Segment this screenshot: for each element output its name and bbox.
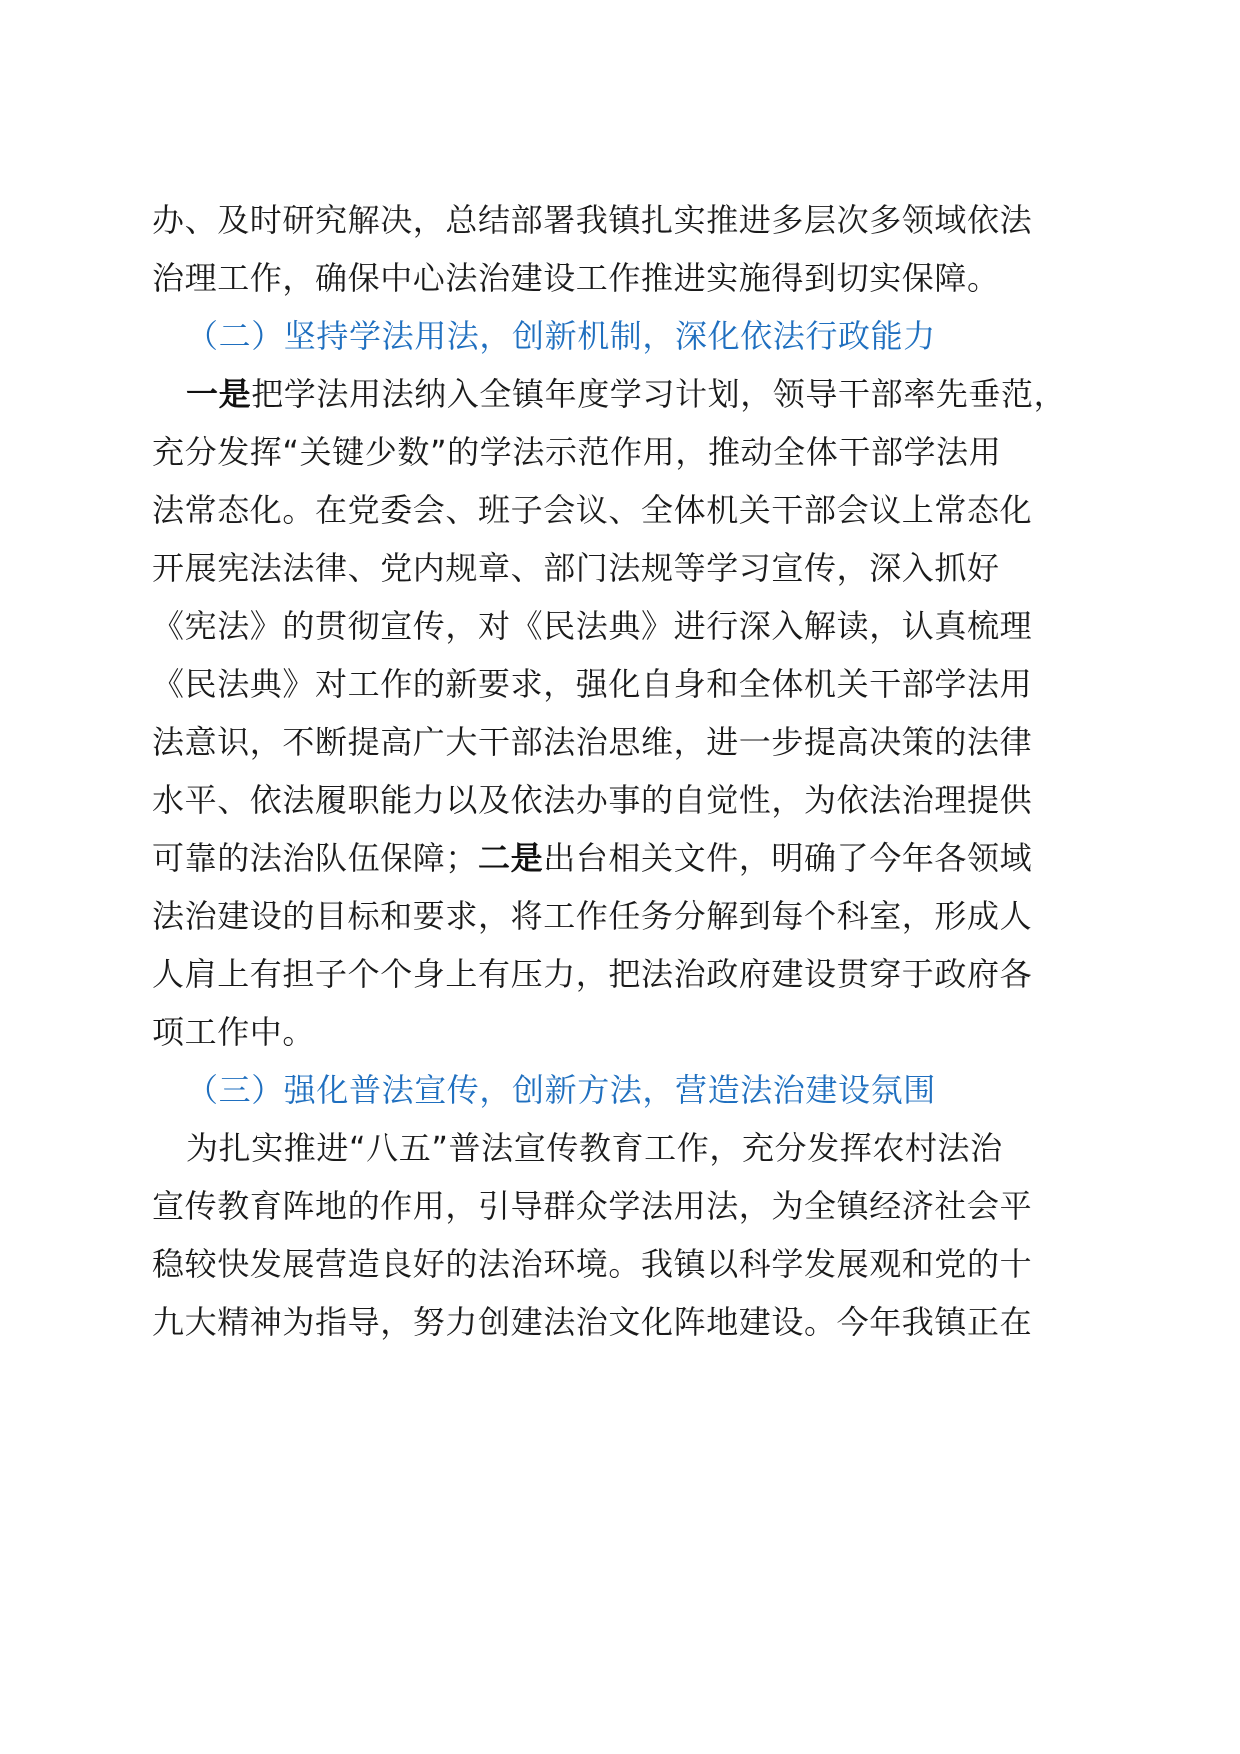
body-line: 水平、依法履职能力以及依法办事的自觉性，为依法治理提供 [152,781,1033,819]
body-line: 《民法典》对工作的新要求，强化自身和全体机关干部学法用 [152,665,1033,703]
body-line: 人肩上有担子个个身上有压力，把法治政府建设贯穿于政府各 [152,955,1033,993]
body-line: 为扎实推进“八五”普法宣传教育工作，充分发挥农村法治 [186,1129,1003,1167]
body-line: 法常态化。在党委会、班子会议、全体机关干部会议上常态化 [152,491,1033,529]
body-line: 充分发挥“关键少数”的学法示范作用，推动全体干部学法用 [152,433,1002,471]
body-text: 可靠的法治队伍保障； [152,839,479,877]
body-line: 开展宪法法律、党内规章、部门法规等学习宣传，深入抓好 [152,549,1000,587]
body-line: 稳较快发展营造良好的法治环境。我镇以科学发展观和党的十 [152,1245,1033,1283]
list-marker: 二是 [478,839,544,877]
body-line: 九大精神为指导，努力创建法治文化阵地建设。今年我镇正在 [152,1303,1033,1341]
body-line: 宣传教育阵地的作用，引导群众学法用法，为全镇经济社会平 [152,1187,1033,1225]
list-marker: 一是 [186,375,252,413]
section-heading: （二）坚持学法用法，创新机制，深化依法行政能力 [186,317,936,355]
body-line: 法治建设的目标和要求，将工作任务分解到每个科室，形成人 [152,897,1033,935]
body-line [186,374,1066,414]
body-line: 治理工作，确保中心法治建设工作推进实施得到切实保障。 [152,259,1000,297]
body-text: 把学法用法纳入全镇年度学习计划，领导干部率先垂范， [251,375,1067,413]
section-heading: （三）强化普法宣传，创新方法，营造法治建设氛围 [186,1071,936,1109]
body-text: 出台相关文件，明确了今年各领域 [543,839,1033,877]
body-line [152,838,1032,878]
body-line: 办、及时研究解决，总结部署我镇扎实推进多层次多领域依法 [152,201,1033,239]
body-line: 项工作中。 [152,1013,316,1051]
body-line: 《宪法》的贯彻宣传，对《民法典》进行深入解读，认真梳理 [152,607,1033,645]
body-line: 法意识，不断提高广大干部法治思维，进一步提高决策的法律 [152,723,1033,761]
